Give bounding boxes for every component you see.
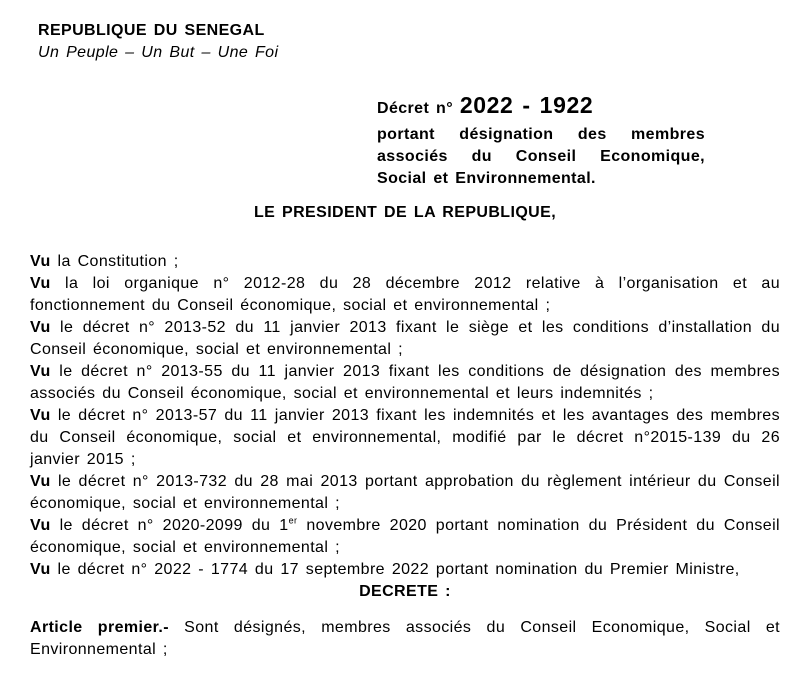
- visa-paragraph: [30, 559, 780, 581]
- visas-list: [30, 251, 780, 581]
- visa-paragraph: [30, 471, 780, 515]
- national-motto: Un Peuple – Un But – Une Foi: [38, 44, 279, 61]
- article-lead: Article premier.-: [30, 619, 169, 636]
- visa-paragraph: [30, 273, 780, 317]
- letterhead: [38, 20, 780, 64]
- visa-text: le décret n° 2022 - 1774 du 17 septembre 2022 portant nomination du Premier Ministre,: [50, 561, 740, 578]
- visa-text: le décret n° 2013-732 du 28 mai 2013 portant approbation du règlement intérieur du Conseil économique, social et environnemental ;: [30, 473, 780, 512]
- article-text: Sont désignés, membres associés du Conseil Economique, Social et Environnemental ;: [30, 619, 780, 658]
- visa-paragraph: [30, 515, 780, 559]
- country-title: REPUBLIQUE DU SENEGAL: [38, 22, 265, 39]
- visa-text: la Constitution ;: [50, 253, 179, 270]
- visa-text: le décret n° 2013-57 du 11 janvier 2013 fixant les indemnités et les avantages des membres du Conseil économique, social et environnemental, modifié par le décret n°2015-139 du 26 janvier 2015 ;: [30, 407, 780, 468]
- decree-number: 2022 - 1922: [459, 92, 594, 118]
- ordinal-superscript: er: [288, 515, 298, 526]
- visa-lead: Vu: [30, 517, 51, 534]
- article-paragraph: [30, 617, 780, 661]
- visa-lead: Vu: [30, 275, 51, 292]
- decree-label: Décret n°: [377, 100, 460, 117]
- decree-title-block: [377, 90, 705, 190]
- visa-paragraph: [30, 405, 780, 471]
- visa-paragraph: [30, 317, 780, 361]
- visa-text-after: novembre 2020 portant nomination du Président du Conseil économique, social et environnemental ;: [30, 517, 780, 556]
- visa-lead: Vu: [30, 253, 51, 270]
- visa-text: le décret n° 2020-2099 du 1: [50, 517, 289, 534]
- visa-text: le décret n° 2013-52 du 11 janvier 2013 fixant le siège et les conditions d’installation du Conseil économique, social et environnemental ;: [30, 319, 780, 358]
- visa-lead: Vu: [30, 561, 51, 578]
- decree-subject: portant désignation des membres associés du Conseil Economique, Social et Environnemental.: [377, 126, 705, 187]
- decree-number-line: [377, 90, 705, 124]
- visa-paragraph: [30, 361, 780, 405]
- visa-lead: Vu: [30, 319, 51, 336]
- visa-lead: Vu: [30, 407, 51, 424]
- visa-lead: Vu: [30, 473, 51, 490]
- visa-text: la loi organique n° 2012-28 du 28 décembre 2012 relative à l’organisation et au fonctionnement du Conseil économique, social et environnemental ;: [30, 275, 780, 314]
- visa-text: le décret n° 2013-55 du 11 janvier 2013 fixant les conditions de désignation des membres associés du Conseil économique, social et environnemental et leurs indemnités ;: [30, 363, 780, 402]
- decrete-heading: DECRETE :: [359, 583, 451, 600]
- president-heading: LE PRESIDENT DE LA REPUBLIQUE,: [253, 204, 557, 221]
- visa-paragraph: [30, 251, 780, 273]
- visa-lead: Vu: [30, 363, 51, 380]
